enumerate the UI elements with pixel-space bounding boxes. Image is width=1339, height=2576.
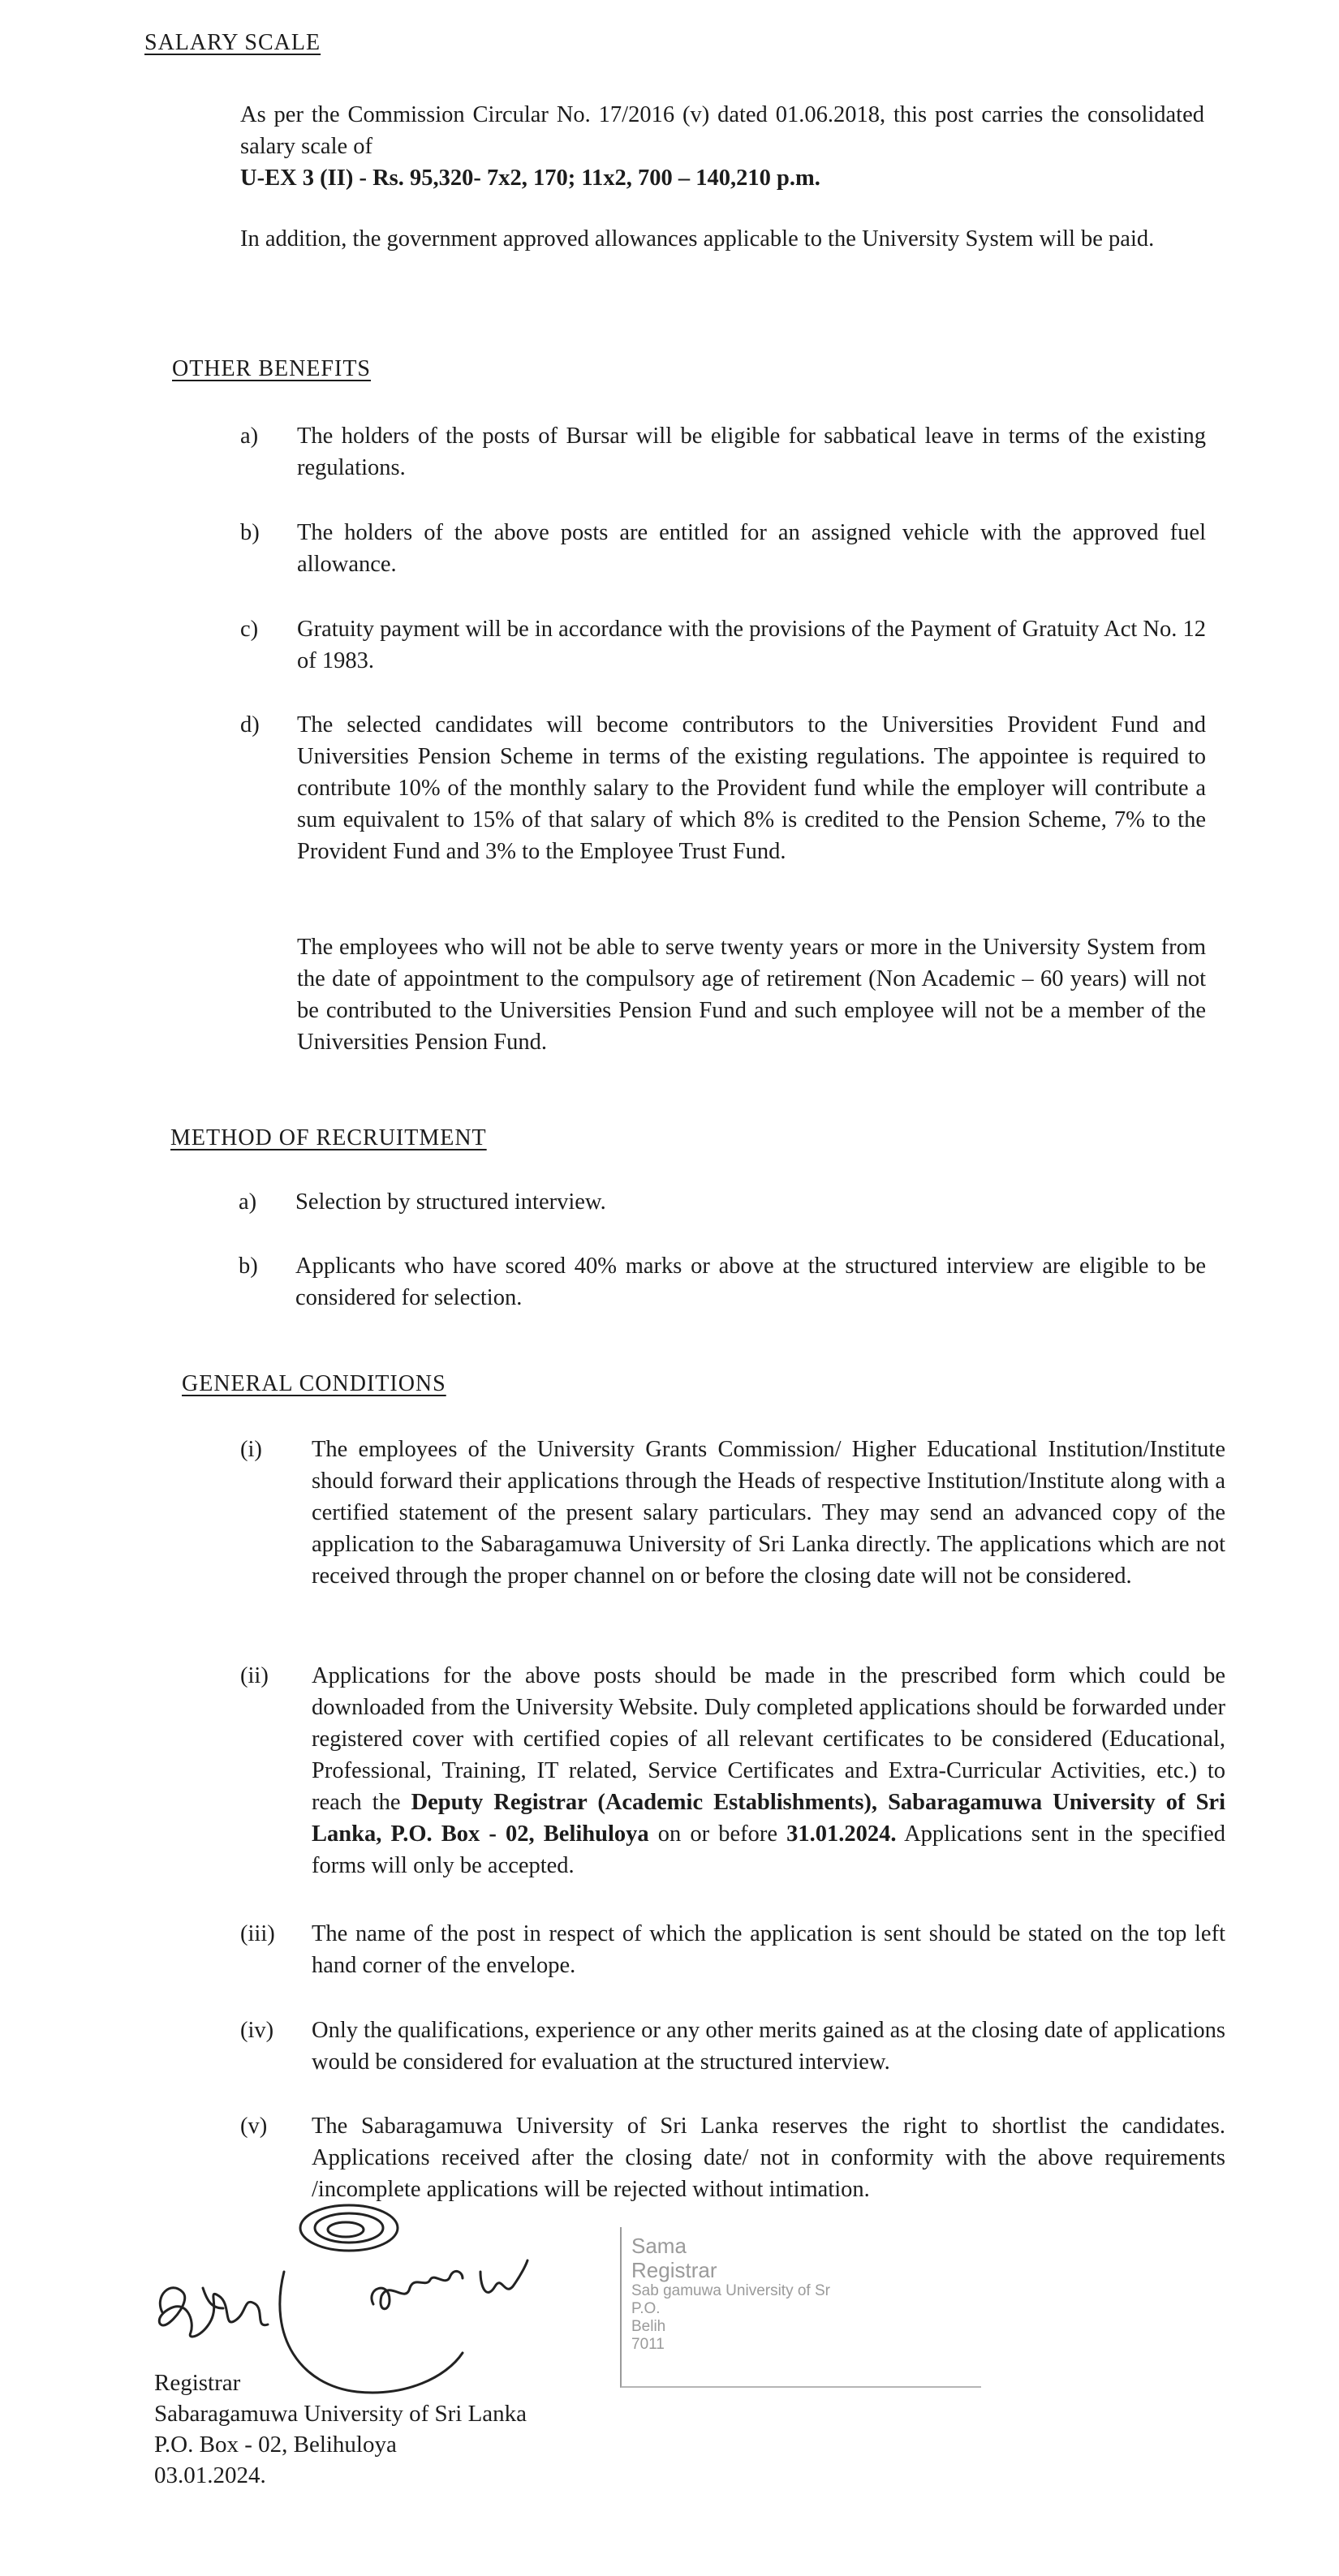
signatory-block bbox=[154, 2367, 527, 2491]
salary-allowances-text: In addition, the government approved allowances applicable to the University System will be paid. bbox=[240, 226, 1155, 252]
condition-text bbox=[312, 1660, 1225, 1881]
benefit-text: The holders of the posts of Bursar will be eligible for sabbatical leave in terms of the existing regulations. bbox=[297, 424, 1206, 480]
list-marker: b) bbox=[239, 1254, 258, 1279]
list-marker: a) bbox=[240, 424, 259, 449]
general-conditions-heading: GENERAL CONDITIONS bbox=[182, 1371, 446, 1396]
list-marker: (v) bbox=[240, 2114, 268, 2139]
salary-scale-value: U-EX 3 (II) - Rs. 95,320- 7x2, 170; 11x2, 700 – 140,210 p.m. bbox=[240, 166, 820, 191]
other-benefits-heading: OTHER BENEFITS bbox=[172, 356, 371, 381]
condition-item bbox=[240, 1918, 1225, 1981]
signatory-organization: Sabaragamuwa University of Sri Lanka bbox=[154, 2401, 527, 2427]
stamp-line: Sab gamuwa University of Sr bbox=[631, 2282, 830, 2299]
recruitment-heading: METHOD OF RECRUITMENT bbox=[170, 1125, 487, 1150]
list-marker: b) bbox=[240, 520, 260, 545]
benefit-item bbox=[240, 709, 1206, 867]
signatory-address: P.O. Box - 02, Belihuloya bbox=[154, 2432, 397, 2458]
list-marker: (iv) bbox=[240, 2018, 274, 2043]
condition-item bbox=[240, 2015, 1225, 2078]
benefit-text: Gratuity payment will be in accordance with the provisions of the Payment of Gratuity Act No. 12 of 1983. bbox=[297, 617, 1206, 673]
condition-item bbox=[240, 1660, 1225, 1881]
list-marker: d) bbox=[240, 712, 260, 738]
stamp-line: Registrar bbox=[631, 2258, 717, 2282]
salary-circular-text: As per the Commission Circular No. 17/2016 (v) dated 01.06.2018, this post carries the consolidated salary scale of bbox=[240, 102, 1204, 159]
condition-text: The employees of the University Grants Commission/ Higher Educational Institution/Institute should forward their applications through the Heads of respective Institution/Institute along with a certified statement of the present salary particulars. They may send an advanced copy of the application to the Sabaragamuwa University of Sri Lanka directly. The applications which are not received through the proper channel on or before the closing date will not be considered. bbox=[312, 1437, 1225, 1589]
stamp-line: P.O. bbox=[631, 2300, 661, 2317]
list-marker: a) bbox=[239, 1189, 257, 1215]
recruitment-text: Selection by structured interview. bbox=[295, 1189, 606, 1215]
stamp-line: Belih bbox=[631, 2318, 666, 2335]
initials-signature-icon bbox=[146, 2264, 276, 2353]
list-marker: c) bbox=[240, 617, 259, 642]
stamp-line: 7011 bbox=[631, 2336, 665, 2353]
recruitment-item bbox=[239, 1186, 1206, 1218]
list-marker: (ii) bbox=[240, 1663, 269, 1688]
list-marker: (i) bbox=[240, 1437, 262, 1462]
benefit-item bbox=[240, 517, 1206, 580]
registrar-stamp bbox=[620, 2227, 981, 2388]
condition-text-part: Applications sent in the specified forms will only be accepted. bbox=[312, 1821, 1225, 1878]
condition-text: The Sabaragamuwa University of Sri Lanka reserves the right to shortlist the candidates. Applications received after the closing date/ not in conformity with the above requirements /incomplete applications will be rejected without intimation. bbox=[312, 2114, 1225, 2202]
condition-item bbox=[240, 1434, 1225, 1592]
recruitment-item bbox=[239, 1250, 1206, 1314]
benefit-text: The selected candidates will become contributors to the Universities Provident Fund and Universities Pension Scheme in terms of the existing regulations. The appointee is required to contribute 10% of the monthly salary to the Provident fund while the employer will contribute a sum equivalent to 15% of that salary of which 8% is credited to the Pension Scheme, 7% to the Provident Fund and 3% to the Employee Trust Fund. bbox=[297, 712, 1206, 864]
deputy-registrar-address: Deputy Registrar (Academic Establishments), Sabaragamuwa University of Sri Lanka, P.O. Box - 02, Belihuloya bbox=[312, 1790, 1225, 1847]
list-marker: (iii) bbox=[240, 1921, 275, 1946]
benefit-text: The holders of the above posts are entitled for an assigned vehicle with the approved fuel allowance. bbox=[297, 520, 1206, 577]
pension-note: The employees who will not be able to serve twenty years or more in the University System from the date of appointment to the compulsory age of retirement (Non Academic – 60 years) will not be contributed to the Universities Pension Fund and such employee will not be a member of the Universities Pension Fund. bbox=[297, 935, 1206, 1055]
condition-text: The name of the post in respect of which the application is sent should be stated on the top left hand corner of the envelope. bbox=[312, 1921, 1225, 1978]
condition-text-part: Applications for the above posts should be made in the prescribed form which could be downloaded from the University Website. Duly completed applications should be forwarded under registered cover with certified copies of all relevant certificates to be considered (Educational, Professional, Training, IT related, Service Certificates and Extra-Curricular Activities, etc.) to reach the bbox=[312, 1663, 1225, 1815]
document-date: 03.01.2024. bbox=[154, 2462, 266, 2488]
benefit-item bbox=[240, 613, 1206, 677]
benefit-item bbox=[240, 420, 1206, 484]
stamp-line: Sama bbox=[631, 2234, 687, 2258]
condition-text-part: on or before bbox=[648, 1821, 787, 1847]
condition-text: Only the qualifications, experience or any other merits gained as at the closing date of applications would be considered for evaluation at the structured interview. bbox=[312, 2018, 1225, 2075]
closing-date: 31.01.2024. bbox=[786, 1821, 897, 1847]
salary-scale-heading: SALARY SCALE bbox=[144, 30, 321, 55]
signatory-title: Registrar bbox=[154, 2370, 241, 2396]
recruitment-text: Applicants who have scored 40% marks or above at the structured interview are eligible to be considered for selection. bbox=[295, 1254, 1206, 1310]
